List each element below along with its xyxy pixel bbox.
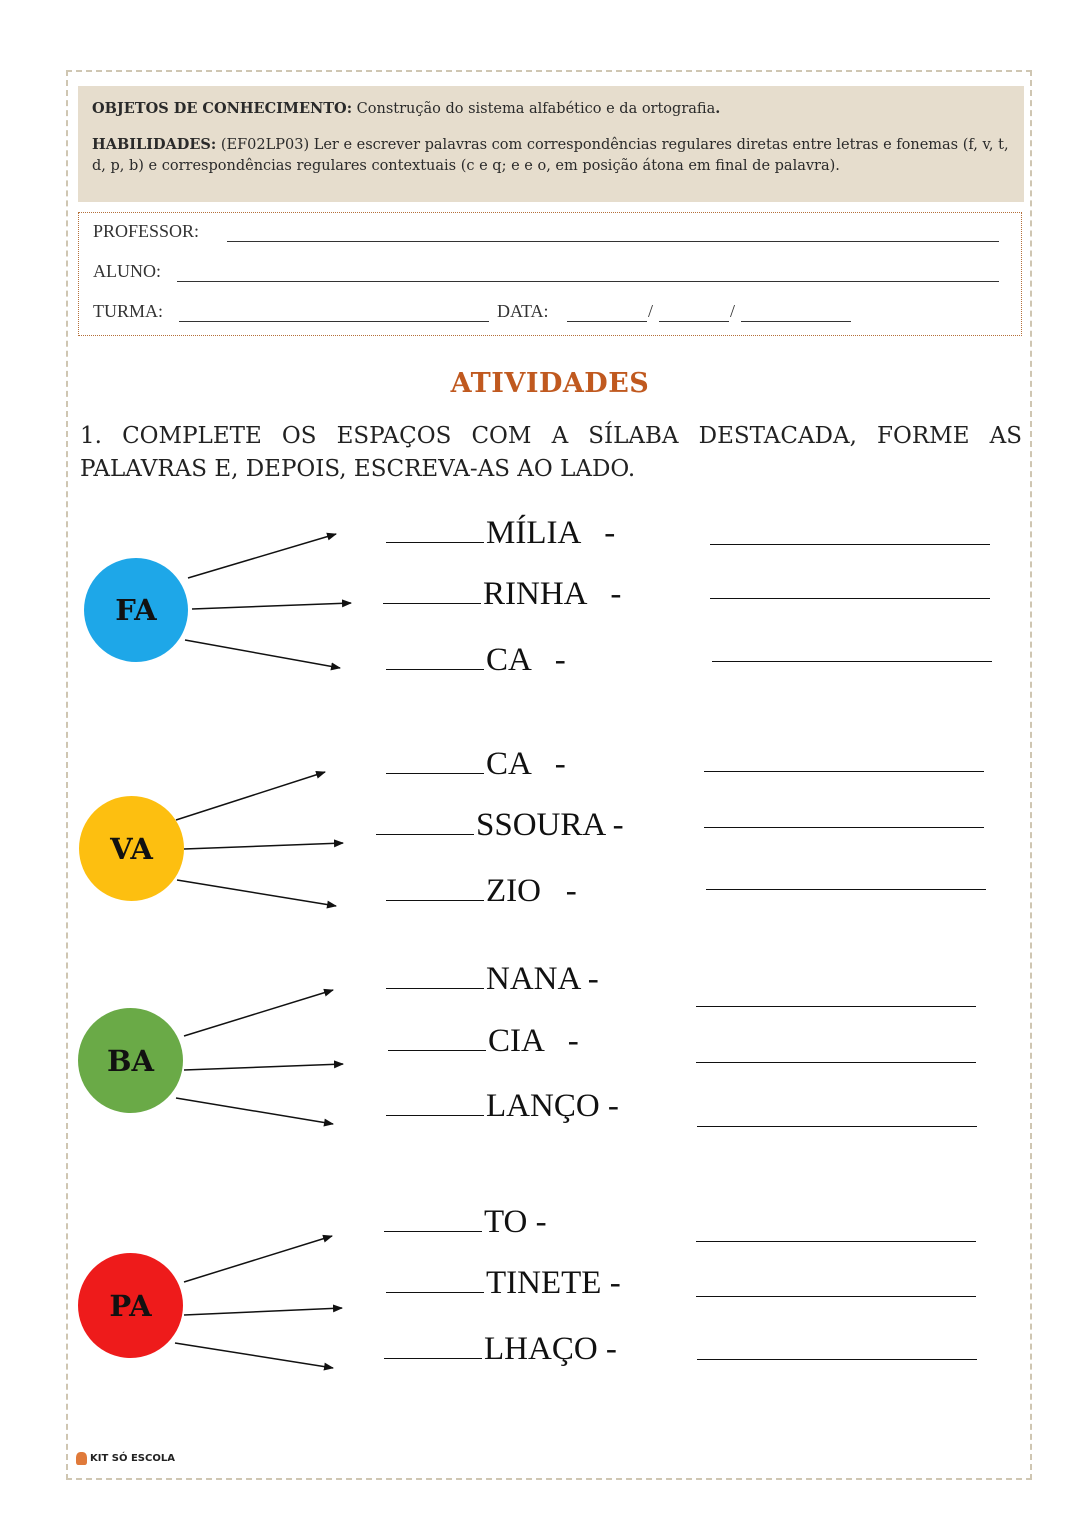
word-row (383, 576, 621, 613)
syllable-blank[interactable] (384, 1207, 482, 1232)
word-ending: NANA - (486, 961, 599, 997)
word-row (384, 1331, 617, 1368)
word-ending: TINETE - (486, 1265, 621, 1301)
arrow-fa-2 (192, 603, 351, 609)
syllable-blank[interactable] (386, 876, 484, 901)
arrow-fa-1 (188, 534, 336, 578)
answer-line[interactable] (696, 1296, 976, 1297)
syllable-ba: BA (106, 1043, 154, 1078)
word-ending: RINHA - (483, 576, 622, 612)
arrow-va-3 (177, 880, 336, 906)
syllable-blank[interactable] (386, 518, 484, 543)
syllable-circle-ba (78, 1008, 183, 1113)
arrow-ba-3 (176, 1098, 333, 1124)
arrow-va-1 (176, 772, 325, 820)
answer-line[interactable] (704, 827, 984, 828)
brand-logo-icon (76, 1452, 87, 1465)
syllable-fa: FA (115, 593, 157, 627)
word-row (376, 807, 624, 844)
word-ending: LANÇO - (486, 1088, 619, 1124)
answer-line[interactable] (697, 1359, 977, 1360)
data-label: DATA: (497, 301, 549, 321)
answer-line[interactable] (697, 1126, 977, 1127)
brand-name: KIT SÓ ESCOLA (90, 1453, 175, 1464)
skills-label: HABILIDADES: (92, 136, 217, 153)
professor-label: PROFESSOR: (93, 221, 200, 241)
syllable-blank[interactable] (386, 1091, 484, 1116)
syllable-blank[interactable] (383, 579, 481, 604)
word-ending: CA - (486, 746, 566, 782)
word-row (388, 1023, 579, 1060)
word-ending: LHAÇO - (484, 1331, 617, 1367)
syllable-circle-fa (84, 558, 188, 662)
syllable-blank[interactable] (386, 964, 484, 989)
answer-line[interactable] (710, 544, 990, 545)
word-ending: CA - (486, 642, 566, 678)
arrow-pa-1 (184, 1236, 332, 1282)
word-row (386, 746, 566, 783)
word-ending: SSOURA - (476, 807, 624, 843)
arrow-va-2 (184, 843, 343, 849)
syllable-circle-va (79, 796, 184, 901)
word-ending: ZIO - (486, 873, 577, 909)
syllable-circle-pa (78, 1253, 183, 1358)
answer-line[interactable] (696, 1006, 976, 1007)
answer-line[interactable] (712, 661, 992, 662)
syllable-blank[interactable] (384, 1334, 482, 1359)
answer-line[interactable] (696, 1062, 976, 1063)
aluno-label: ALUNO: (93, 261, 161, 281)
arrow-fa-3 (185, 640, 340, 668)
word-row (386, 1265, 621, 1302)
arrow-ba-2 (184, 1064, 343, 1070)
word-row (386, 515, 615, 552)
arrow-pa-2 (184, 1308, 342, 1315)
word-row (386, 873, 577, 910)
answer-line[interactable] (696, 1241, 976, 1242)
syllable-blank[interactable] (386, 1268, 484, 1293)
syllable-blank[interactable] (388, 1026, 486, 1051)
syllable-blank[interactable] (386, 645, 484, 670)
answer-line[interactable] (704, 771, 984, 772)
objects-dot: . (715, 100, 721, 117)
syllable-va: VA (110, 831, 153, 866)
activity-instruction: 1. COMPLETE OS ESPAÇOS COM A SÍLABA DESTACADA, FORME AS PALAVRAS E, DEPOIS, ESCREVA-AS AO LADO. (80, 423, 1022, 482)
date-slash-2: / (730, 301, 736, 321)
arrow-ba-1 (184, 990, 333, 1036)
syllable-pa: PA (109, 1288, 152, 1323)
word-row (386, 1088, 619, 1125)
syllable-blank[interactable] (386, 749, 484, 774)
objects-text: Construção do sistema alfabético e da ortografia (352, 101, 716, 117)
answer-line[interactable] (710, 598, 990, 599)
syllable-blank[interactable] (376, 810, 474, 835)
objects-label: OBJETOS DE CONHECIMENTO: (92, 100, 353, 117)
word-ending: MÍLIA - (486, 515, 616, 551)
word-row (386, 642, 566, 679)
word-row (384, 1204, 547, 1241)
date-slash-1: / (648, 301, 654, 321)
activity-title: ATIVIDADES (450, 368, 650, 399)
answer-line[interactable] (706, 889, 986, 890)
word-row (386, 961, 599, 998)
turma-label: TURMA: (93, 301, 164, 321)
skills-text: (EF02LP03) Ler e escrever palavras com correspondências regulares diretas entre letras e fonemas (f, v, t, d, p, b) e correspondências regulares contextuais (c e q; e e o, em posição átona em final de palavra). (92, 137, 1009, 174)
word-ending: TO - (484, 1204, 547, 1240)
brand-logo (76, 1452, 175, 1465)
word-ending: CIA - (488, 1023, 579, 1059)
arrow-pa-3 (175, 1343, 333, 1368)
